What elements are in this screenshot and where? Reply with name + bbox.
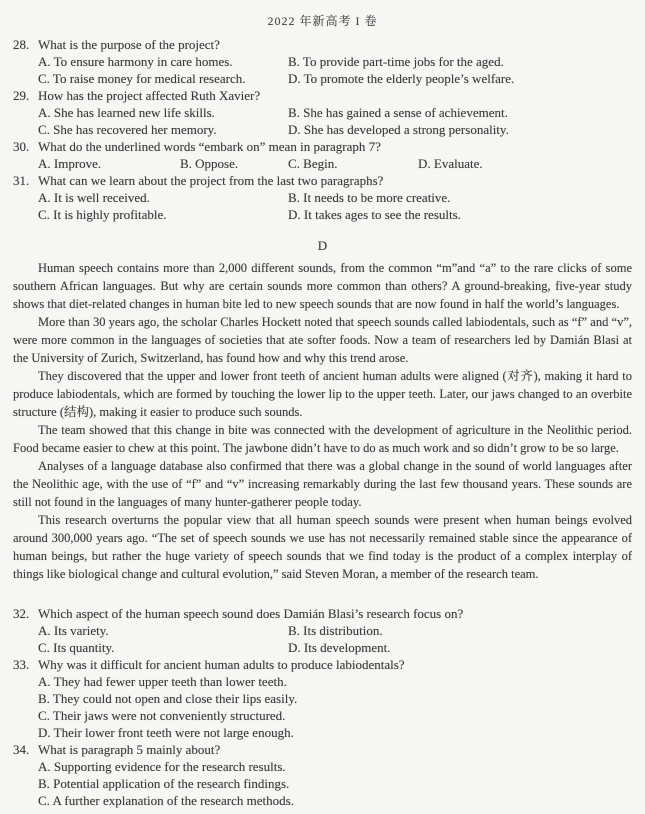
passage-paragraph-4: The team showed that this change in bite was connected with the development of agriculture in the Neolithic period. Food became easier to chew at this point. The jawbone didn’t have to do as much work and so didn’t grow to be so large. <box>13 423 632 455</box>
question-32 <box>13 605 632 656</box>
question-text: Why was it difficult for ancient human adults to produce labiodentals? <box>38 657 405 672</box>
option-d: D. To promote the elderly people’s welfare. <box>288 71 515 86</box>
option-a: A. It is well received. <box>38 190 150 205</box>
option-b: B. It needs to be more creative. <box>288 190 451 205</box>
question-stem <box>13 656 632 673</box>
option-c: C. She has recovered her memory. <box>38 122 217 137</box>
question-number: 32. <box>13 606 30 621</box>
question-number: 34. <box>13 742 30 757</box>
options-grid <box>38 155 632 172</box>
page-header <box>13 14 632 28</box>
options-grid <box>38 53 632 87</box>
option-d: D. It takes ages to see the results. <box>288 207 461 222</box>
options-list <box>38 673 632 741</box>
question-30 <box>13 138 632 172</box>
option-b: B. Potential application of the research findings. <box>38 776 290 791</box>
option-c: C. Begin. <box>288 156 338 171</box>
passage-label: D <box>317 238 328 253</box>
question-number: 29. <box>13 88 30 103</box>
question-stem <box>13 172 632 189</box>
options-grid <box>38 189 632 223</box>
option-a: A. Its variety. <box>38 623 109 638</box>
passage-paragraph-1: Human speech contains more than 2,000 different sounds, from the common “m”and “a” to the rare clicks of some southern African languages. But why are certain sounds more common than others? A ground-breaking, five-year study shows that diet-related changes in human bite led to new speech sounds that are now found in half the world’s languages. <box>13 261 632 311</box>
option-d: D. She has developed a strong personality. <box>288 122 509 137</box>
question-28 <box>13 36 632 87</box>
question-stem <box>13 87 632 104</box>
options-grid <box>38 622 632 656</box>
passage-paragraph-5: Analyses of a language database also confirmed that there was a global change in the sound of world languages after the Neolithic age, with the use of “f” and “v” increasing remarkably during the last few thousand years. These sounds are still not found in the languages of many hunter-gatherer people today. <box>13 459 632 509</box>
option-b: B. Its distribution. <box>288 623 383 638</box>
options-grid <box>38 104 632 138</box>
option-c: C. It is highly profitable. <box>38 207 167 222</box>
options-list <box>38 758 632 809</box>
question-text: What can we learn about the project from the last two paragraphs? <box>38 173 384 188</box>
option-b: B. To provide part-time jobs for the aged. <box>288 54 504 69</box>
option-d: D. Evaluate. <box>418 156 483 171</box>
option-a: A. Supporting evidence for the research results. <box>38 759 286 774</box>
question-33 <box>13 656 632 741</box>
option-c: C. Their jaws were not conveniently structured. <box>38 708 286 723</box>
question-31 <box>13 172 632 223</box>
question-number: 31. <box>13 173 30 188</box>
passage-paragraph-3: They discovered that the upper and lower front teeth of ancient human adults were aligned (对齐), making it hard to produce labiodentals, which are formed by touching the lower lip to the upper teeth. Later, our jaws changed to an overbite structure (结构), making it easier to produce such sounds. <box>13 369 632 419</box>
question-text: What is the purpose of the project? <box>38 37 220 52</box>
option-b: B. They could not open and close their lips easily. <box>38 691 298 706</box>
option-c: C. To raise money for medical research. <box>38 71 246 86</box>
passage-questions <box>13 605 632 809</box>
passage-paragraph-6: This research overturns the popular view that all human speech sounds were present when human beings evolved around 300,000 years ago. “The set of speech sounds we use has not necessarily remained stable since the appearance of human beings, but rather the huge variety of speech sounds that we find today is the product of a complex interplay of things like biological change and cultural evolution,” said Steven Moran, a member of the research team. <box>13 513 632 581</box>
question-stem <box>13 138 632 155</box>
question-text: What do the underlined words “embark on” mean in paragraph 7? <box>38 139 381 154</box>
question-text: What is paragraph 5 mainly about? <box>38 742 221 757</box>
question-number: 28. <box>13 37 30 52</box>
question-text: How has the project affected Ruth Xavier? <box>38 88 261 103</box>
question-29 <box>13 87 632 138</box>
option-d: D. Their lower front teeth were not large enough. <box>38 725 294 740</box>
question-number: 33. <box>13 657 30 672</box>
option-b: B. She has gained a sense of achievement. <box>288 105 508 120</box>
option-c: C. Its quantity. <box>38 640 115 655</box>
question-number: 30. <box>13 139 30 154</box>
option-a: A. They had fewer upper teeth than lower teeth. <box>38 674 287 689</box>
passage-paragraph-2: More than 30 years ago, the scholar Charles Hockett noted that speech sounds called labiodentals, such as “f” and “v”, were more common in the languages of societies that ate softer foods. Now a team of researchers led by Damián Blasi at the University of Zurich, Switzerland, has found how and why this trend arose. <box>13 315 632 365</box>
question-text: Which aspect of the human speech sound does Damián Blasi’s research focus on? <box>38 606 464 621</box>
reading-passage-d <box>13 237 632 583</box>
option-d: D. Its development. <box>288 640 391 655</box>
option-a: A. Improve. <box>38 156 102 171</box>
page-title: 2022 年新高考 I 卷 <box>267 14 378 28</box>
question-stem <box>13 36 632 53</box>
question-stem <box>13 741 632 758</box>
option-a: A. She has learned new life skills. <box>38 105 215 120</box>
option-c: C. A further explanation of the research methods. <box>38 793 294 808</box>
question-34 <box>13 741 632 809</box>
option-a: A. To ensure harmony in care homes. <box>38 54 233 69</box>
question-stem <box>13 605 632 622</box>
option-b: B. Oppose. <box>180 156 239 171</box>
